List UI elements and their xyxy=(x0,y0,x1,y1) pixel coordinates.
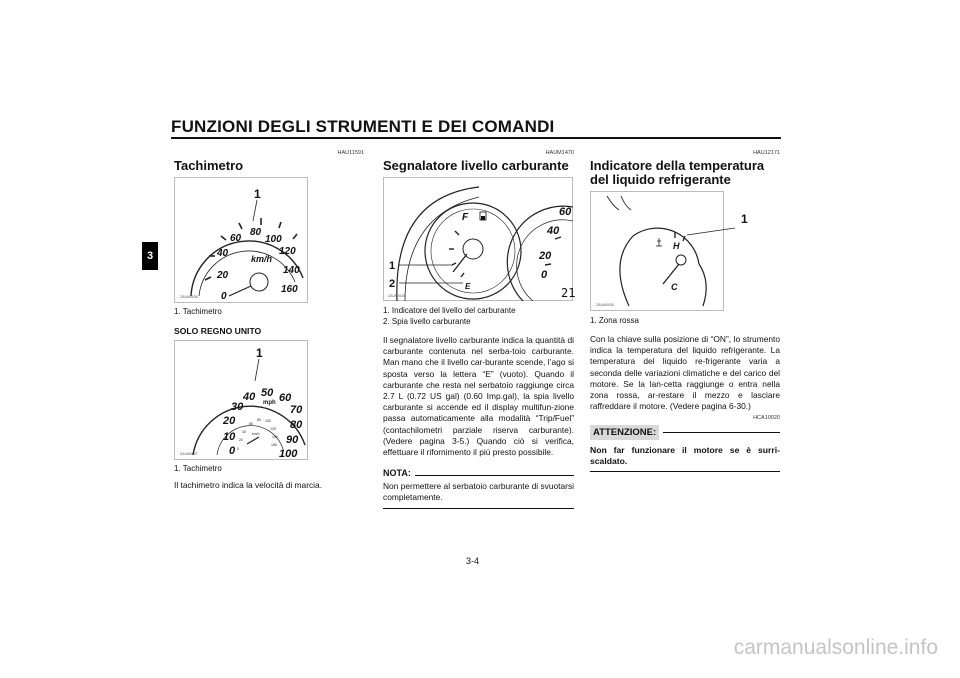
figure-speedometer-mph xyxy=(174,340,308,460)
note-rule xyxy=(415,475,574,476)
column-speedometer xyxy=(174,150,364,491)
scale-label: 60 xyxy=(279,392,292,404)
figure-code: ZAUM0036 xyxy=(388,294,406,298)
scale-label: 40 xyxy=(547,225,560,237)
attention-label: ATTENZIONE: xyxy=(590,425,659,440)
figure-code: ZAUM0037 xyxy=(180,452,198,456)
page-number: 3-4 xyxy=(466,556,480,566)
figure-code: ZAUM0038 xyxy=(596,303,614,307)
page-title: FUNZIONI DEGLI STRUMENTI E DEI COMANDI xyxy=(171,117,555,136)
attention-heading xyxy=(590,425,780,440)
scale-label: 0 xyxy=(221,291,227,302)
scale-label: 80 xyxy=(250,227,262,238)
watermark: carmanualsonline.info xyxy=(733,636,938,659)
figure-speedometer-kmh xyxy=(174,177,308,303)
inner-scale-label: 60 xyxy=(249,422,253,426)
note-text: Non permettere al serbatoio carburante di svuotarsi completamente. xyxy=(383,481,574,503)
fuel-full-label: F xyxy=(462,212,469,223)
coolant-gauge-graphic xyxy=(591,192,748,310)
attention-rule xyxy=(663,432,780,433)
temp-cold-label: C xyxy=(671,282,678,292)
temp-hot-label: H xyxy=(673,241,680,251)
figure-coolant-gauge xyxy=(590,191,748,311)
chapter-tab: 3 xyxy=(142,242,158,270)
figure-caption: 1. Zona rossa xyxy=(590,316,639,325)
inner-scale-label: 140 xyxy=(272,435,278,439)
section-code: HAU11591 xyxy=(337,150,364,156)
inner-scale-label: 160 xyxy=(271,443,277,447)
inner-scale-label: 40 xyxy=(242,430,246,434)
body-text: Con la chiave sulla posizione di “ON”, lo strumento indica la temperatura del liquido refrigerante. La temperatura del liquido re-frigerante varia a seconda delle variazioni climatiche e del carico del motore. Se la lan-cetta raggiunge o entra nella zona rossa, ar-restare il mezzo e lasciare raffreddare il motore. (Vedere pagina 6-30.) xyxy=(590,334,780,412)
scale-label: 0 xyxy=(229,445,236,457)
column-coolant-temp xyxy=(590,150,780,472)
body-text: Il segnalatore livello carburante indica la quantità di carburante contenuta nel serba-toio carburante. Man mano che il livello car-burante scende, l’ago si sposta verso la lettera “E” (vuoto). Quando il carburante che resta nel serbatoio raggiunge circa 2.7 L (0.72 US gal) (0.60 Imp.gal), la spia livello carburante si accende ed il display multifun-zione passa automaticamente alla modalità “Trip/Fuel” (contachilometri parziale riserva carburante). (Vedere pagina 3-5.) Quando ciò si verifica, effettuare il rifornimento il più presto possibile. xyxy=(383,335,574,458)
subheading-uk-only: SOLO REGNO UNITO xyxy=(174,326,262,336)
attention-bottom-rule xyxy=(590,471,780,472)
unit-label: mph xyxy=(263,400,276,406)
speedometer-kmh-graphic xyxy=(175,178,307,302)
inner-scale-label: 80 xyxy=(257,418,261,422)
note-heading xyxy=(383,468,574,478)
header-rule xyxy=(171,137,781,139)
column-fuel-gauge xyxy=(383,150,574,509)
scale-label: 140 xyxy=(283,265,300,276)
section-title: Indicatore della temperatura del liquido refrigerante xyxy=(590,158,765,187)
lcd-display: 21 xyxy=(561,286,576,300)
fuel-empty-label: E xyxy=(465,282,471,291)
section-title: Segnalatore livello carburante xyxy=(383,158,569,173)
scale-label: 60 xyxy=(230,233,242,244)
scale-label: 0 xyxy=(541,269,548,281)
attention-text: Non far funzionare il motore se è surri-scaldato. xyxy=(590,445,780,467)
figure-fuel-gauge xyxy=(383,177,576,301)
fuel-gauge-graphic xyxy=(383,177,576,301)
section-code: HAU12171 xyxy=(753,150,780,156)
scale-label: 20 xyxy=(217,270,229,281)
callout-number: 2 xyxy=(389,278,396,290)
inner-unit-label: km/h xyxy=(252,432,260,436)
inner-scale-label: 120 xyxy=(270,427,276,431)
speedometer-mph-graphic xyxy=(175,341,307,459)
note-label: NOTA: xyxy=(383,468,411,479)
inner-scale-label: 100 xyxy=(265,419,271,423)
scale-label: 120 xyxy=(279,246,296,257)
section-title: Tachimetro xyxy=(174,158,244,173)
figure-caption: 2. Spia livello carburante xyxy=(383,317,471,326)
inner-scale-label: 0 xyxy=(237,447,239,451)
scale-label: 80 xyxy=(290,419,303,431)
scale-label: 30 xyxy=(231,401,244,413)
thermometer-icon xyxy=(656,238,662,246)
scale-label: 50 xyxy=(261,387,274,399)
callout-number: 1 xyxy=(254,187,261,201)
scale-label: 60 xyxy=(559,206,572,218)
scale-label: 20 xyxy=(539,250,552,262)
body-text: Il tachimetro indica la velocità di marcia. xyxy=(174,480,323,490)
note-bottom-rule xyxy=(383,508,574,509)
scale-label: 100 xyxy=(279,448,298,460)
scale-label: 70 xyxy=(290,404,303,416)
section-code: HAUM1470 xyxy=(545,150,574,156)
scale-label: 20 xyxy=(223,415,236,427)
scale-label: 10 xyxy=(223,431,236,443)
figure-caption: 1. Indicatore del livello del carburante xyxy=(383,306,516,315)
unit-label: km/h xyxy=(251,254,273,264)
attention-code: HCA10020 xyxy=(753,415,780,422)
scale-label: 40 xyxy=(217,248,229,259)
callout-number: 1 xyxy=(389,260,396,272)
inner-scale-label: 20 xyxy=(239,438,243,442)
figure-caption: 1. Tachimetro xyxy=(174,464,222,473)
scale-label: 90 xyxy=(286,434,299,446)
scale-label: 40 xyxy=(243,391,256,403)
figure-caption: 1. Tachimetro xyxy=(174,307,222,316)
callout-number: 1 xyxy=(741,212,748,226)
callout-number: 1 xyxy=(256,346,263,360)
scale-label: 160 xyxy=(281,284,298,295)
scale-label: 100 xyxy=(265,234,282,245)
figure-code: ZAUM0036 xyxy=(180,295,198,299)
